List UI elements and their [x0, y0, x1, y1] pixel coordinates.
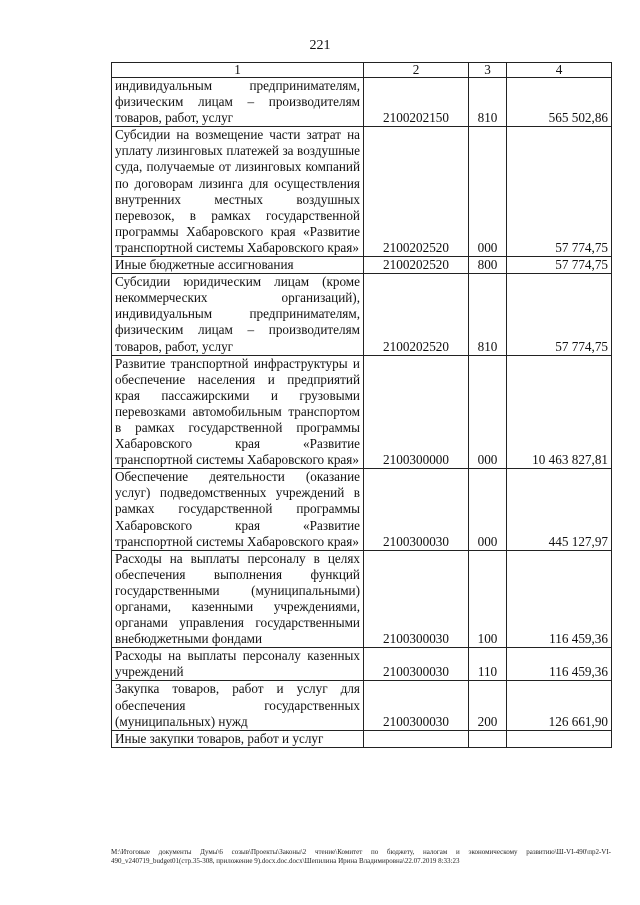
- row-code: 2100300030: [364, 681, 469, 730]
- row-type: 000: [469, 469, 507, 550]
- row-name: Расходы на выплаты персоналу в целях обеспечения выполнения функций государственными (муниципальными) органами, казенными учреждениями, органами управления государственными внебюджетными фондами: [112, 550, 364, 648]
- column-header-name: 1: [112, 63, 364, 78]
- column-header-amount: 4: [507, 63, 612, 78]
- row-type: 110: [469, 648, 507, 681]
- table-header-row: [112, 63, 612, 78]
- row-amount: 116 459,36: [507, 648, 612, 681]
- page-number: 221: [309, 38, 331, 53]
- row-type: 800: [469, 257, 507, 274]
- table-row: [112, 730, 612, 747]
- row-code: 2100300030: [364, 648, 469, 681]
- table-row: [112, 355, 612, 469]
- row-code: 2100300000: [364, 355, 469, 469]
- row-code: 2100202150: [364, 78, 469, 127]
- table-row: [112, 78, 612, 127]
- row-name: Развитие транспортной инфраструктуры и обеспечение населения и предприятий края пассажирскими и грузовыми перевозками автомобильным транспортом в рамках государственной программы Хабаровского края «Развитие транспортной системы Хабаровского края»: [112, 355, 364, 469]
- row-name: Иные закупки товаров, работ и услуг: [112, 730, 364, 747]
- row-code: 2100300030: [364, 550, 469, 648]
- row-name: Закупка товаров, работ и услуг для обеспечения государственных (муниципальных) нужд: [112, 681, 364, 730]
- row-amount: 57 774,75: [507, 274, 612, 355]
- row-name: индивидуальным предпринимателям, физическим лицам – производителям товаров, работ, услуг: [112, 78, 364, 127]
- row-code: 2100300030: [364, 469, 469, 550]
- row-name: Иные бюджетные ассигнования: [112, 257, 364, 274]
- row-code: [364, 730, 469, 747]
- row-type: 200: [469, 681, 507, 730]
- row-type: 810: [469, 78, 507, 127]
- row-amount: 116 459,36: [507, 550, 612, 648]
- column-header-code: 2: [364, 63, 469, 78]
- table-row: [112, 127, 612, 257]
- table-row: [112, 681, 612, 730]
- row-type: [469, 730, 507, 747]
- row-amount: 10 463 827,81: [507, 355, 612, 469]
- row-name: Субсидии юридическим лицам (кроме некоммерческих организаций), индивидуальным предпринимателям, физическим лицам – производителям товаров, работ, услуг: [112, 274, 364, 355]
- column-header-type: 3: [469, 63, 507, 78]
- row-type: 000: [469, 127, 507, 257]
- row-amount: 445 127,97: [507, 469, 612, 550]
- row-amount: 126 661,90: [507, 681, 612, 730]
- row-amount: [507, 730, 612, 747]
- table-row: [112, 274, 612, 355]
- row-type: 000: [469, 355, 507, 469]
- document-path-footer: M:\Итоговые документы Думы\6 созыв\Проекты\Законы\2 чтение\Комитет по бюджету, налогам и экономическому развитию\Ш-VI-490\пр2-VI-490_v240719_budget01(стр.35-308, приложение 9).docx.doc.docx\Шепилина Ирина Владимировна\22.07.2019 8:33:23: [111, 848, 611, 865]
- row-name: Расходы на выплаты персоналу казенных учреждений: [112, 648, 364, 681]
- row-code: 2100202520: [364, 127, 469, 257]
- row-amount: 57 774,75: [507, 127, 612, 257]
- row-amount: 57 774,75: [507, 257, 612, 274]
- row-amount: 565 502,86: [507, 78, 612, 127]
- table-row: [112, 648, 612, 681]
- row-name: Обеспечение деятельности (оказание услуг) подведомственных учреждений в рамках государственной программы Хабаровского края «Развитие транспортной системы Хабаровского края»: [112, 469, 364, 550]
- table-row: [112, 257, 612, 274]
- budget-table: [111, 62, 612, 748]
- row-type: 100: [469, 550, 507, 648]
- table-row: [112, 550, 612, 648]
- row-type: 810: [469, 274, 507, 355]
- row-code: 2100202520: [364, 257, 469, 274]
- row-code: 2100202520: [364, 274, 469, 355]
- row-name: Субсидии на возмещение части затрат на уплату лизинговых платежей за воздушные суда, получаемые от лизинговых компаний по договорам лизинга для осуществления внутренних местных воздушных перевозок, в рамках государственной программы Хабаровского края «Развитие транспортной системы Хабаровского края»: [112, 127, 364, 257]
- table-row: [112, 469, 612, 550]
